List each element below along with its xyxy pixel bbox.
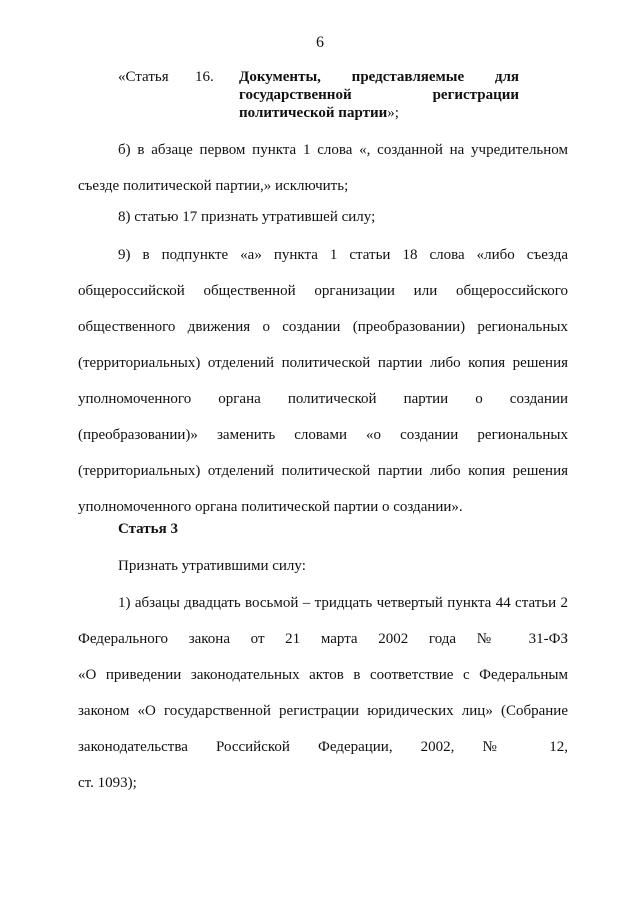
heading-title-line: государственной регистрации [239, 87, 519, 103]
heading-title-tail: »; [387, 105, 399, 121]
text-line: общероссийской общественной организации или общероссийского [78, 283, 568, 299]
text-line: уполномоченного органа политической партии о создании [78, 391, 568, 407]
article-3-title: Статья 3 [118, 521, 178, 537]
text-line: (преобразовании)» заменить словами «о создании региональных [78, 427, 568, 443]
text-line: Признать утратившими силу: [118, 558, 306, 574]
text-line: общественного движения о создании (преобразовании) региональных [78, 319, 568, 335]
text-line: (территориальных) отделений политической партии либо копия решения [78, 463, 568, 479]
article-3-intro [78, 548, 568, 584]
text-line: 1) абзацы двадцать восьмой – тридцать четвертый пункта 44 статьи 2 [118, 595, 568, 611]
text-line: ст. 1093); [78, 775, 137, 791]
text-line: законодательства Российской Федерации, 2002, № 12, [78, 739, 568, 755]
text-line: б) в абзаце первом пункта 1 слова «, созданной на учредительном [118, 142, 568, 158]
paragraph-b [78, 132, 568, 204]
quoted-article-heading [118, 68, 568, 122]
paragraph-8 [78, 199, 568, 235]
text-line: 8) статью 17 признать утратившей силу; [118, 209, 376, 225]
text-line: съезде политической партии,» исключить; [78, 178, 349, 194]
text-line: (территориальных) отделений политической партии либо копия решения [78, 355, 568, 371]
text-line: законом «О государственной регистрации юридических лиц» (Собрание [78, 703, 568, 719]
page-number: 6 [316, 34, 324, 51]
paragraph-9 [78, 237, 568, 525]
text-line: 9) в подпункте «а» пункта 1 статьи 18 слова «либо съезда [118, 247, 568, 263]
heading-title [239, 68, 519, 122]
heading-title-line: Документы, представляемые для [239, 69, 519, 85]
heading-number: 16. [195, 69, 214, 85]
text-line: уполномоченного органа политической партии о создании». [78, 499, 463, 515]
article-3-item-1 [78, 585, 568, 801]
heading-prefix: «Статья [118, 69, 169, 85]
article-3 [78, 511, 568, 547]
text-line: «О приведении законодательных актов в соответствие с Федеральным [78, 667, 568, 683]
document-body [78, 68, 568, 122]
heading-title-line: политической партии»; [239, 105, 399, 121]
text-line: Федерального закона от 21 марта 2002 года № 31-ФЗ [78, 631, 568, 647]
